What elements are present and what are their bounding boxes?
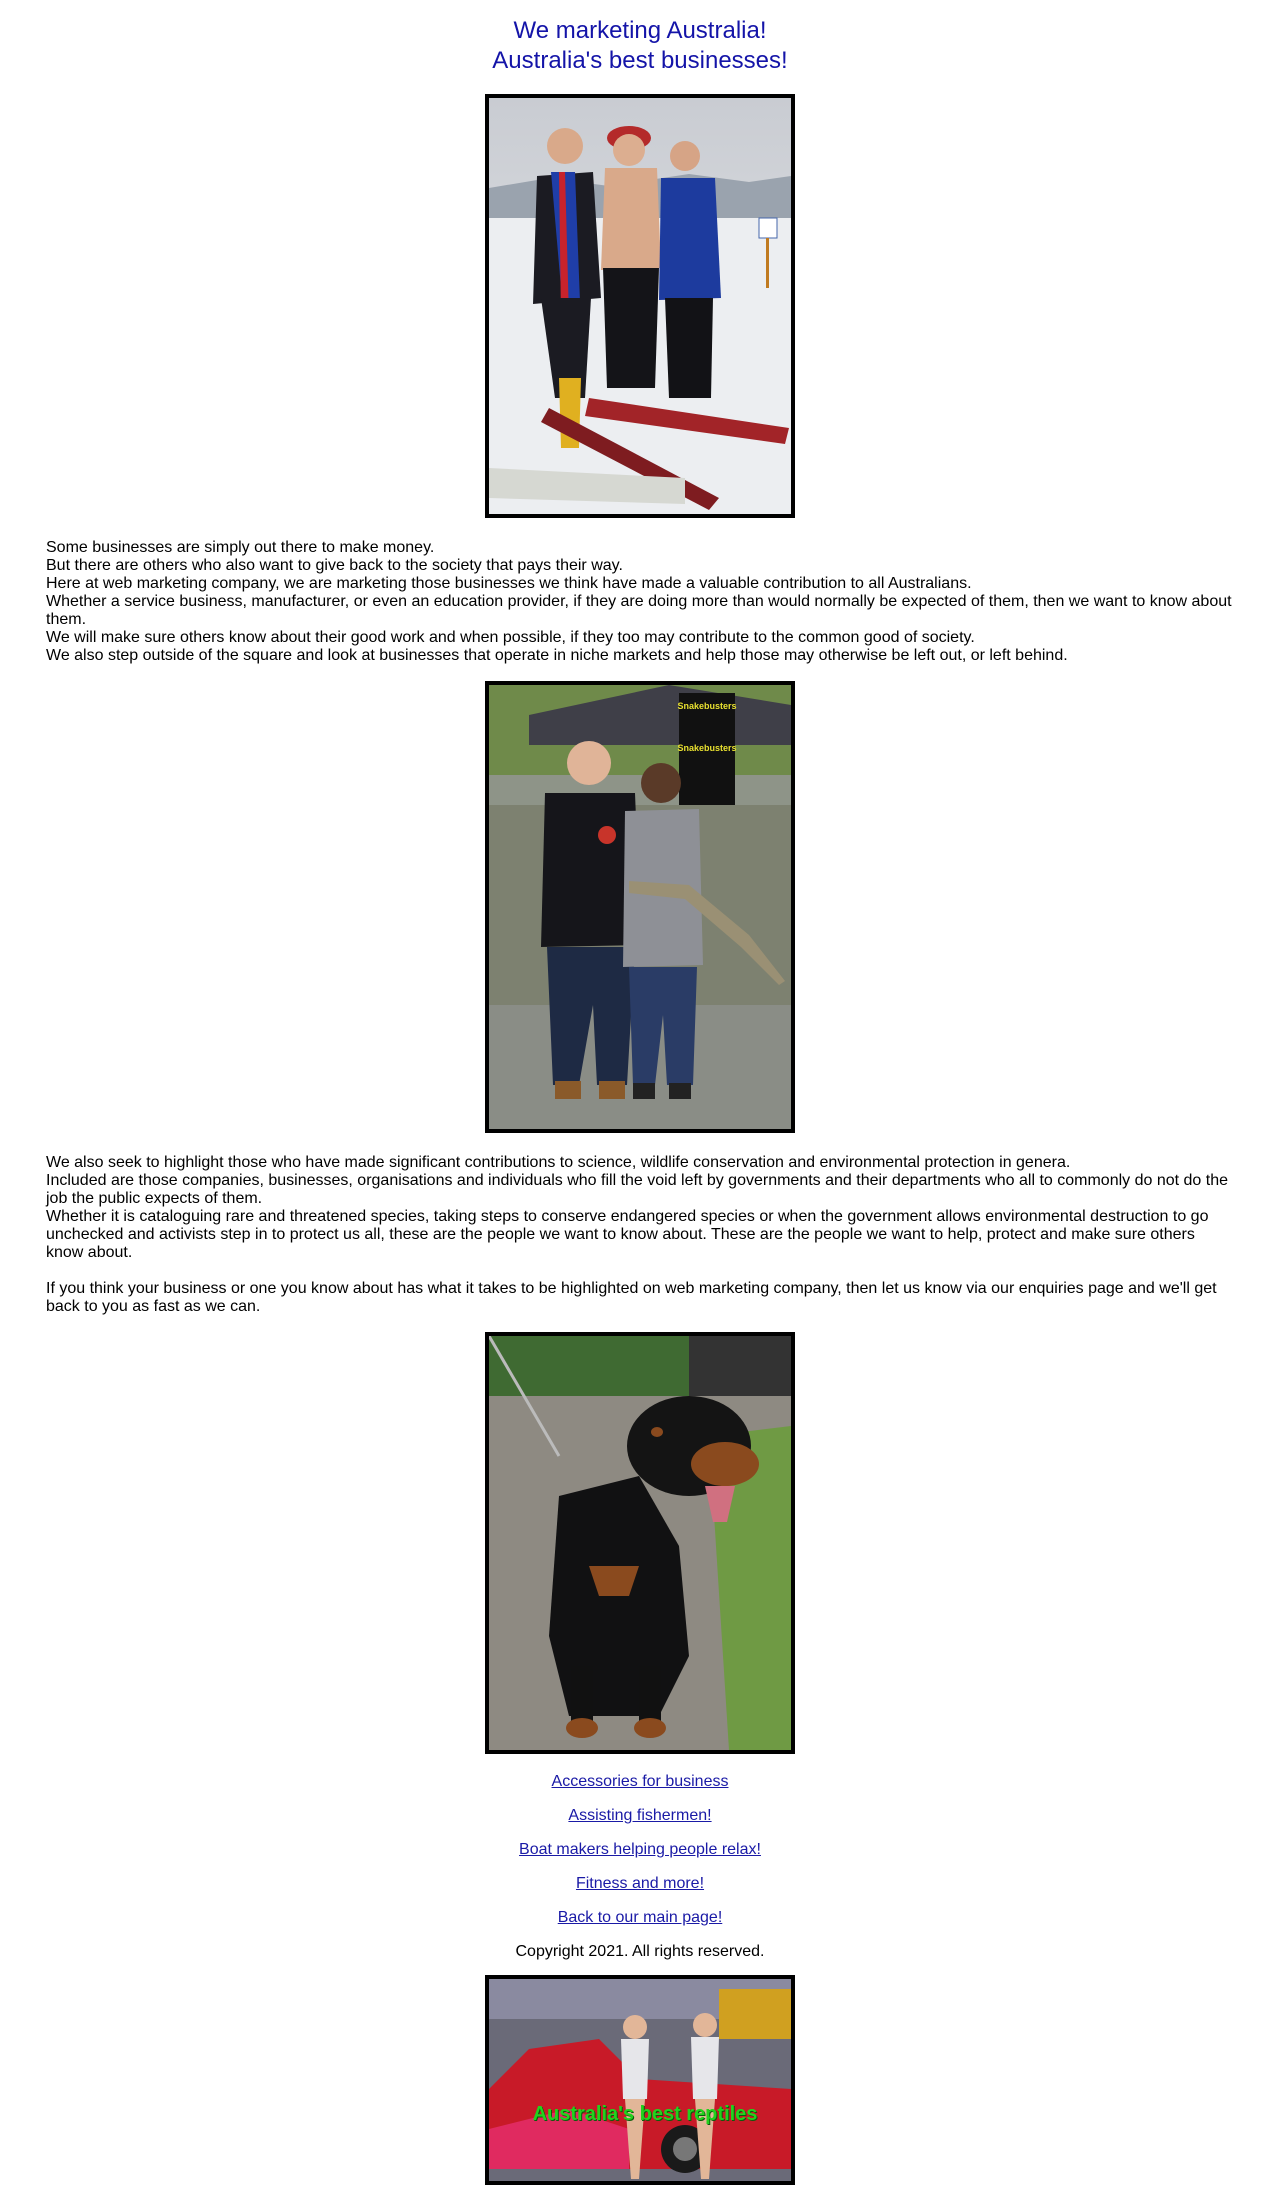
intro-line: Here at web marketing company, we are marketing those businesses we think have made a valuable contribution to all Australians.	[46, 575, 972, 592]
link-assisting-fishermen[interactable]: Assisting fishermen!	[568, 1807, 712, 1824]
link-accessories-for-business[interactable]: Accessories for business	[551, 1773, 729, 1790]
intro-line: We also step outside of the square and look at businesses that operate in niche markets and help those may otherwise be left out, or left behind.	[46, 647, 1068, 664]
reptile-handlers-icon	[489, 685, 791, 1129]
rottweiler-photo	[485, 1332, 795, 1754]
page-header	[0, 0, 1280, 76]
nav-links	[0, 1773, 1280, 1927]
snowboarders-photo	[485, 94, 795, 518]
svg-text:Snakebusters: Snakebusters	[677, 701, 737, 711]
page-title-line2: Australia's best businesses!	[492, 47, 788, 74]
copyright-text: Copyright 2021. All rights reserved.	[515, 1943, 765, 1960]
intro-line: We will make sure others know about their good work and when possible, if they too may contribute to the common good of society.	[46, 629, 975, 646]
snowboarders-icon	[489, 98, 791, 514]
rottweiler-icon	[489, 1336, 791, 1750]
banner-caption: Australia's best reptiles	[532, 2103, 758, 2125]
mission-line: Included are those companies, businesses, organisations and individuals who fill the void left by governments and their departments who all to commonly do not do the job the public expects of them.	[46, 1172, 1229, 1207]
intro-line: Some businesses are simply out there to make money.	[46, 539, 435, 556]
intro-section	[46, 539, 1234, 665]
mission-line: Whether it is cataloguing rare and threatened species, taking steps to conserve endangered species or when the government allows environmental destruction to go unchecked and activists step in to protect us all, these are the people we want to know about. These are the people we want to help, protect and make sure others know about.	[46, 1208, 1209, 1261]
car-show-icon	[489, 1979, 791, 2181]
mission-line: We also seek to highlight those who have made significant contributions to science, wildlife conservation and environmental protection in genera.	[46, 1154, 1071, 1171]
link-fitness[interactable]: Fitness and more!	[575, 1875, 705, 1892]
intro-line: Whether a service business, manufacturer, or even an education provider, if they are doing more than would normally be expected of them, then we want to know about them.	[46, 593, 1232, 628]
reptile-handlers-photo	[485, 681, 795, 1133]
page-title-line1: We marketing Australia!	[513, 17, 767, 44]
mission-section	[46, 1154, 1234, 1316]
link-back-to-main[interactable]: Back to our main page!	[557, 1909, 723, 1926]
call-to-action: If you think your business or one you know about has what it takes to be highlighted on web marketing company, then let us know via our enquiries page and we'll get back to you as fast as we can.	[46, 1280, 1217, 1315]
link-boat-makers[interactable]: Boat makers helping people relax!	[519, 1841, 761, 1858]
svg-text:Snakebusters: Snakebusters	[677, 743, 737, 753]
reptiles-banner[interactable]	[485, 1975, 795, 2185]
intro-line: But there are others who also want to give back to the society that pays their way.	[46, 557, 623, 574]
